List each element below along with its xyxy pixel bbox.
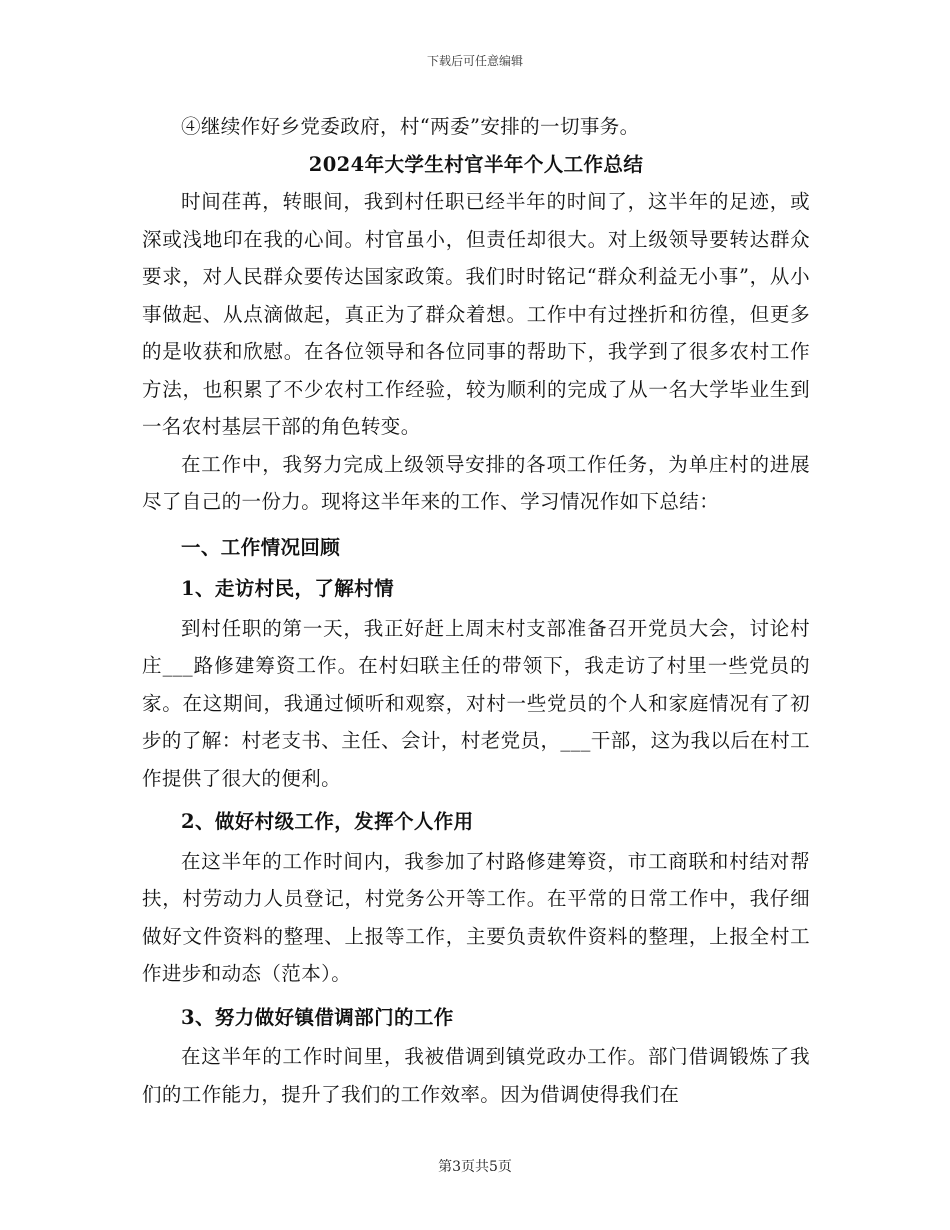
subsection-heading-visit-villagers: 1、走访村民，了解村情 <box>181 577 394 600</box>
paragraph-summary-intro: 在工作中，我努力完成上级领导安排的各项工作任务，为单庄村的进展尽了自己的一份力。现将这半年来的工作、学习情况作如下总结： <box>142 452 810 513</box>
page-footer-page-number: 第3页共5页 <box>438 1159 512 1175</box>
paragraph-opening: 时间荏苒，转眼间，我到村任职已经半年的时间了，这半年的足迹，或深或浅地印在我的心间。村官虽小，但责任却很大。对上级领导要转达群众要求，对人民群众要传达国家政策。我们时时铭记“群众利益无小事”，从小事做起、从点滴做起，真正为了群众着想。工作中有过挫折和彷徨，但更多的是收获和欣慰。在各位领导和各位同事的帮助下，我学到了很多农村工作方法，也积累了不少农村工作经验，较为顺利的完成了从一名大学毕业生到一名农村基层干部的角色转变。 <box>142 190 810 438</box>
paragraph-secondment: 在这半年的工作时间里，我被借调到镇党政办工作。部门借调锻炼了我们的工作能力，提升了我们的工作效率。因为借调使得我们在 <box>142 1045 810 1106</box>
intro-line: ④继续作好乡党委政府，村“两委”安排的一切事务。 <box>181 115 640 138</box>
paragraph-visit-villagers: 到村任职的第一天，我正好赶上周末村支部准备召开党员大会，讨论村庄___路修建筹资工作。在村妇联主任的带领下，我走访了村里一些党员的家。在这期间，我通过倾听和观察，对村一些党员的个人和家庭情况有了初步的了解：村老支书、主任、会计，村老党员，___干部，这为我以后在村工作提供了很大的便利。 <box>142 616 810 790</box>
page-header-note: 下载后可任意编辑 <box>426 54 523 68</box>
document-title: 2024年大学生村官半年个人工作总结 <box>308 152 644 176</box>
subsection-heading-village-work: 2、做好村级工作，发挥个人作用 <box>181 810 474 833</box>
document-body <box>142 108 810 1113</box>
paragraph-village-work: 在这半年的工作时间内，我参加了村路修建筹资，市工商联和村结对帮扶，村劳动力人员登记，村党务公开等工作。在平常的日常工作中，我仔细做好文件资料的整理、上报等工作，主要负责软件资料的整理，上报全村工作进步和动态（范本）。 <box>142 849 810 985</box>
subsection-heading-secondment: 3、努力做好镇借调部门的工作 <box>181 1005 454 1029</box>
section-heading-work-review: 一、工作情况回顾 <box>181 535 341 559</box>
